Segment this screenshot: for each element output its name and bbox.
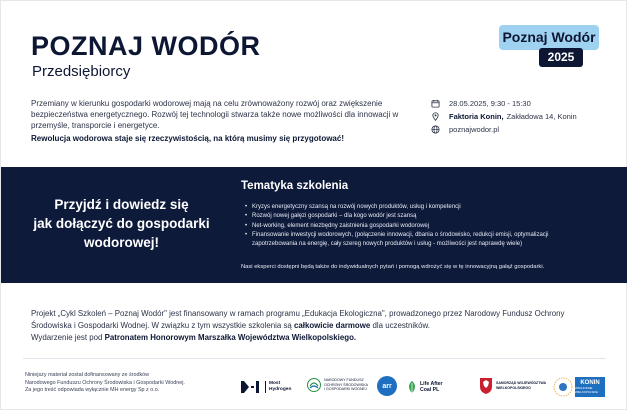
project-info xyxy=(31,308,606,332)
wlkp-logo-line-1: SAMORZĄD WOJEWÓDZTWA xyxy=(496,381,546,386)
intro-highlight: Rewolucja wodorowa staje się rzeczywistością, na którą musimy się przygotować! xyxy=(31,134,344,143)
badge-year: 2025 xyxy=(539,48,583,67)
konin-logo xyxy=(553,377,605,397)
nfos-logo-line-3: I GOSPODARKI WODNEJ xyxy=(324,387,367,392)
life-after-coal-logo xyxy=(407,380,443,394)
honor-text-bold: Patronatem Honorowym Marszałka Województwa Wielkopolskiego. xyxy=(104,333,357,342)
nfosigw-icon xyxy=(307,378,321,392)
info-venue-name: Faktoria Konin, xyxy=(449,112,504,121)
info-venue xyxy=(431,110,621,123)
footer-divider xyxy=(23,358,606,359)
topics-note: Nasi eksperci dostępni będą także do indywidualnych pytań i pomogą wdrożyć się w tę innowacyjną gałąź gospodarki. xyxy=(241,264,545,270)
band-cta-line-1: Przyjdź i dowiedz się xyxy=(54,197,189,212)
funding-disclaimer xyxy=(25,372,225,395)
project-text-end: dla uczestników. xyxy=(370,321,430,330)
honor-patronage xyxy=(31,333,356,342)
info-venue-address: Zakładowa 14, Konin xyxy=(506,112,577,121)
intro-paragraph: Przemiany w kierunku gospodarki wodorowej mają na celu zrównoważony rozwój oraz zwiększenie bezpieczeństwa energetycznego. Rozwój tej technologii stwarza także nowe możliwości dla innowacji w przemyśle, transporcie i energetyce. xyxy=(31,99,399,131)
leaf-icon xyxy=(407,380,417,394)
project-text: Projekt „Cykl Szkoleń – Poznaj Wodór" jest finansowany w ramach programu „Edukacja Ekologiczna", prowadzonego przez Narodowy Fundusz Ochrony Środowiska i Gospodarki Wodnej. W związku z tym wszystkie szkolenia są xyxy=(31,309,565,330)
badge-label: Poznaj Wodór xyxy=(499,25,599,50)
page-title: POZNAJ WODÓR xyxy=(31,31,261,61)
list-item: • Net-working, element niezbędny zaistnienia gospodarki wodorowej xyxy=(245,222,605,231)
nfos-logo-line-1: NARODOWY FUNDUSZ xyxy=(324,378,364,383)
list-item: • Kryzys energetyczny szansą na rozwój nowych produktów, usług i kompetencji xyxy=(245,203,605,212)
event-info xyxy=(431,97,621,136)
partner-logos xyxy=(241,375,606,401)
lac-logo-line-1: Life After xyxy=(420,381,443,387)
konin-logo-line-2: WSCHODNIE WIELKOPOLSKIE xyxy=(575,386,598,394)
most-hydrogen-logo xyxy=(241,380,291,394)
nfosigw-logo xyxy=(307,378,368,392)
disclaimer-line-3: Za jego treść odpowiada wyłącznie MH energy Sp z o.o. xyxy=(25,387,160,394)
konin-logo-line-1: KONIN xyxy=(580,380,600,387)
wlkp-logo-line-2: WIELKOPOLSKIEGO xyxy=(496,386,531,390)
mh-logo-line-1: Most xyxy=(269,381,281,387)
event-badge xyxy=(499,25,599,67)
band-cta-line-2: jak dołączyć do gospodarki xyxy=(33,216,210,231)
band-cta-line-3: wodorowej! xyxy=(84,235,159,250)
topics-title: Tematyka szkolenia xyxy=(241,180,349,192)
website-link[interactable]: poznajwodor.pl xyxy=(449,125,500,134)
location-pin-icon xyxy=(431,112,449,121)
nfos-logo-line-2: OCHRONY ŚRODOWISKA xyxy=(324,382,369,387)
honor-text: Wydarzenie jest pod xyxy=(31,333,105,342)
topics-band xyxy=(1,167,627,283)
disclaimer-line-2: Narodowego Funduszu Ochrony Środowiska i Gospodarki Wodnej. xyxy=(25,379,185,386)
disclaimer-line-1: Niniejszy materiał został dofinansowany ze środków xyxy=(25,372,150,378)
lac-logo-line-2: Coal PL xyxy=(420,387,440,393)
list-item: • Rozwój nowej gałęzi gospodarki – dla kogo wodór jest szansą xyxy=(245,212,605,221)
wielkopolska-logo xyxy=(479,377,546,395)
arr-logo xyxy=(377,376,397,396)
project-text-bold: całkowicie darmowe xyxy=(293,321,371,330)
coat-of-arms-icon xyxy=(479,377,493,395)
info-date-text: 28.05.2025, 9:30 - 15:30 xyxy=(449,99,531,108)
list-item: • Finansowanie inwestycji wodorowych, (połączenie innowacji, dbania o środowisko, redukcji emisji, optymalizacji xyxy=(245,231,605,240)
mh-logo-line-2: Hydrogen xyxy=(269,387,292,392)
konin-emblem-icon xyxy=(553,377,573,397)
most-hydrogen-icon xyxy=(241,380,261,394)
info-date xyxy=(431,97,621,110)
page-subtitle: Przedsiębiorcy xyxy=(32,63,131,80)
konin-badge xyxy=(575,377,605,397)
list-item-continuation: zapotrzebowania na energię, cały szereg nowych produktów i usług - możliwości jest naprawdę wiele) xyxy=(252,241,523,248)
band-cta xyxy=(19,195,224,252)
topics-list xyxy=(245,203,605,249)
globe-icon xyxy=(431,125,449,134)
calendar-icon xyxy=(431,99,449,108)
arr-logo-text: arr xyxy=(377,376,397,396)
info-website xyxy=(431,123,621,136)
